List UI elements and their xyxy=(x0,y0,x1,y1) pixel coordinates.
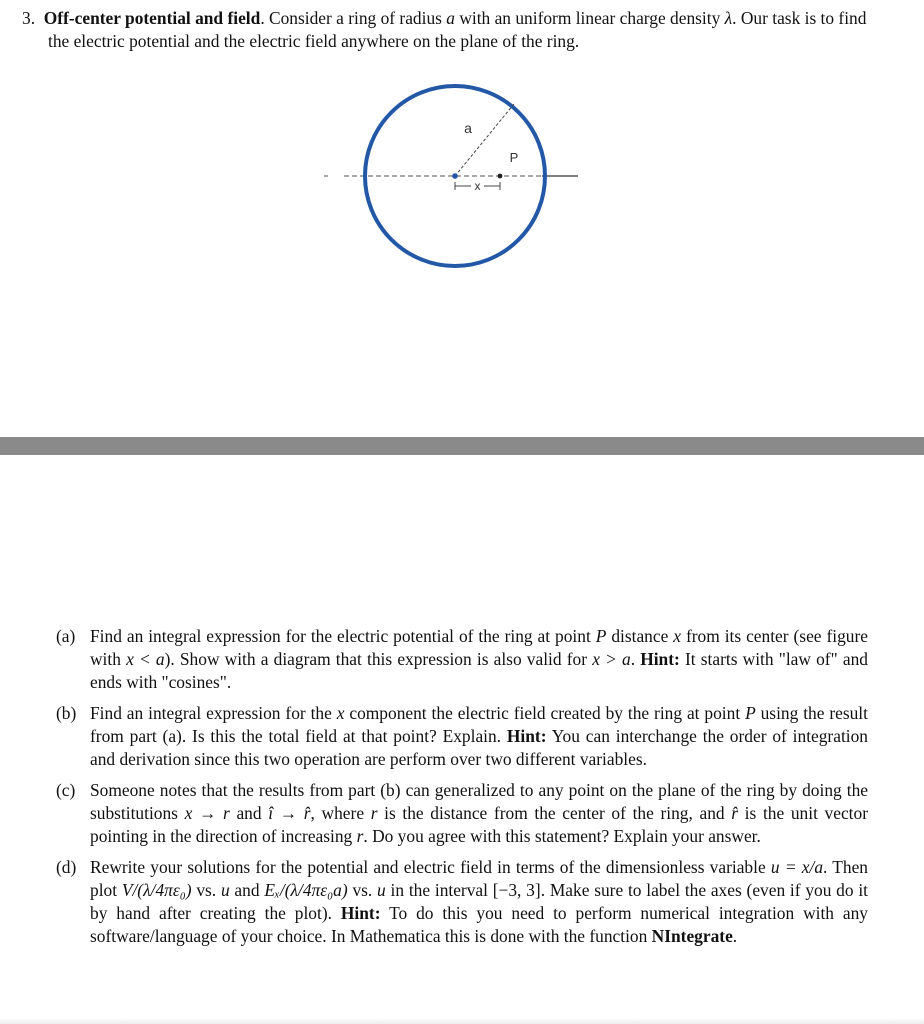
hint-label: Hint: xyxy=(640,649,680,669)
part-c xyxy=(56,779,868,848)
radius-label: a xyxy=(464,120,472,136)
math-var: r xyxy=(356,826,364,846)
part-label: (c) xyxy=(56,780,76,800)
parts-list xyxy=(56,625,868,956)
text-run: and xyxy=(229,880,265,900)
part-label: (d) xyxy=(56,857,77,877)
text-run: You can interchange the order of integration and derivation since this two operation are perform over two different variables. xyxy=(90,726,868,769)
math-var: u xyxy=(220,880,230,900)
text-run: vs. xyxy=(191,880,221,900)
text-run: . Make sure to label the axes (even if you do it by hand after creating the plot). xyxy=(90,880,869,923)
text-run: Someone notes that the results from part (b) can generalized to any point on the plane of the ring by doing the substitutions xyxy=(90,780,868,823)
math-var: P xyxy=(745,703,756,723)
math-var: r xyxy=(370,803,378,823)
distance-label: x xyxy=(474,179,481,193)
hint-label: Hint: xyxy=(506,726,547,746)
text-run: is the unit vector pointing in the direction of increasing xyxy=(90,803,869,846)
math-var: u xyxy=(377,880,386,900)
text-run: . Then plot xyxy=(90,857,868,900)
radius-line xyxy=(455,104,514,176)
part-d xyxy=(56,856,868,948)
var-lambda: λ xyxy=(724,8,733,28)
part-text xyxy=(90,856,868,948)
part-label: (b) xyxy=(56,703,77,723)
problem-number: 3. xyxy=(22,8,36,28)
math-expr: u = x/a xyxy=(770,857,824,877)
text-run: , where xyxy=(310,803,371,823)
text-run: . Do you agree with this statement? Explain your answer. xyxy=(363,826,761,846)
text-run: Rewrite your solutions for the potential and electric field in terms of the dimensionless variable xyxy=(90,857,771,877)
math-expr: Eₓ/(λ/4πε₀a) xyxy=(264,880,348,900)
text-run: vs. xyxy=(347,880,378,900)
text-run: from its center (see figure with xyxy=(90,626,868,669)
hint-label: Hint: xyxy=(340,903,381,923)
intro-text-1: . Consider a ring of radius xyxy=(260,8,447,28)
text-run: . xyxy=(732,926,738,946)
math-expr: x → r xyxy=(184,803,230,823)
intro-text-2: with an uniform linear charge density xyxy=(454,8,725,28)
text-run: and xyxy=(229,803,269,823)
center-dot xyxy=(452,173,458,179)
text-run: Find an integral expression for the xyxy=(90,703,337,723)
ring-figure xyxy=(310,80,600,280)
problem-header xyxy=(22,7,892,53)
text-run: . xyxy=(630,649,641,669)
text-run: To do this you need to perform numerical integration with any software/language of your choice. In Mathematica this is done with the function xyxy=(90,903,868,946)
math-var: r̂ xyxy=(731,803,739,823)
math-var: x xyxy=(336,703,345,723)
text-run: It starts with "law of" and ends with "cosines". xyxy=(90,649,868,692)
text-run: distance xyxy=(606,626,674,646)
text-run: ). Show with a diagram that this expression is also valid for xyxy=(164,649,593,669)
part-a xyxy=(56,625,868,694)
math-expr: V/(λ/4πε₀) xyxy=(121,880,192,900)
point-p-dot xyxy=(498,174,503,179)
point-p-label: P xyxy=(509,150,519,165)
problem-statement xyxy=(22,7,892,53)
intro-text-3: . Our task is to find the electric potential and the electric field anywhere on the plane of the ring. xyxy=(48,8,867,51)
part-text xyxy=(90,702,868,771)
part-text xyxy=(90,625,868,694)
part-label: (a) xyxy=(56,626,76,646)
text-run: component the electric field created by the ring at point xyxy=(344,703,746,723)
text-run: in the interval xyxy=(385,880,493,900)
text-run: Find an integral expression for the electric potential of the ring at point xyxy=(90,626,596,646)
math-expr: x > a xyxy=(592,649,631,669)
text-run: using the result from part (a). Is this the total field at that point? Explain. xyxy=(90,703,868,746)
math-interval: [−3, 3] xyxy=(492,880,541,900)
math-var: x xyxy=(673,626,681,646)
part-text xyxy=(90,779,868,848)
var-a: a xyxy=(446,8,455,28)
problem-title: Off-center potential and field xyxy=(43,8,261,28)
part-b xyxy=(56,702,868,771)
text-run: is the distance from the center of the ring, and xyxy=(377,803,732,823)
math-expr: î → r̂ xyxy=(268,803,311,823)
page-divider xyxy=(0,437,924,455)
function-name: NIntegrate xyxy=(651,926,733,946)
page-bottom-edge xyxy=(0,1018,924,1024)
math-expr: x < a xyxy=(126,649,165,669)
math-var: P xyxy=(595,626,607,646)
